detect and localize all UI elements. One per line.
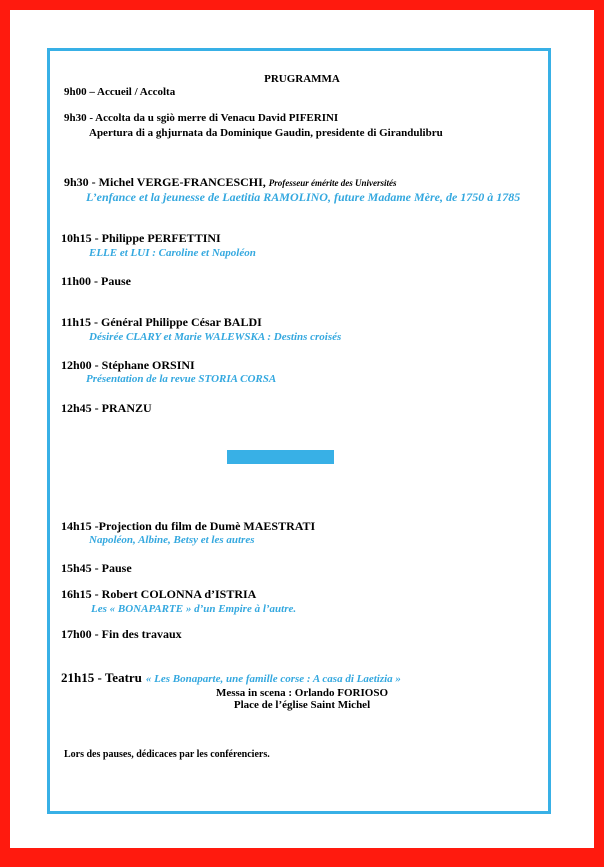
schedule-item-1115: 11h15 - Général Philippe César BALDI xyxy=(61,315,262,329)
talk-title-1015: ELLE et LUI : Caroline et Napoléon xyxy=(89,247,256,259)
theatre-title: « Les Bonaparte, une famille corse : A casa di Laetizia » xyxy=(145,673,401,685)
schedule-item-1015: 10h15 - Philippe PERFETTINI xyxy=(61,231,221,245)
talk-title-0930: L’enfance et la jeunesse de Laetitia RAMOLINO, future Madame Mère, de 1750 à 1785 xyxy=(86,190,521,204)
schedule-item-0900: 9h00 – Accueil / Accolta xyxy=(64,86,176,98)
talk-title-1615: Les « BONAPARTE » d’un Empire à l’autre. xyxy=(91,603,297,615)
schedule-item-0930-welcome-sub: Apertura di a ghjurnata da Dominique Gaudin, presidente di Girandulibru xyxy=(89,127,443,139)
schedule-item-1200: 12h00 - Stéphane ORSINI xyxy=(61,358,195,372)
footer-note: Lors des pauses, dédicaces par les conférenciers. xyxy=(64,749,270,760)
theatre-venue: Place de l’église Saint Michel xyxy=(233,699,371,711)
schedule-item-0930-welcome: 9h30 - Accolta da u sgiò merre di Venacu David PIFERINI xyxy=(64,112,339,124)
page-title: PRUGRAMMA xyxy=(264,73,340,85)
speaker-name: 9h30 - Michel VERGE-FRANCESCHI, xyxy=(64,175,266,189)
schedule-item-1100: 11h00 - Pause xyxy=(61,274,132,288)
schedule-item-1615: 16h15 - Robert COLONNA d’ISTRIA xyxy=(61,587,257,601)
schedule-item-1545: 15h45 - Pause xyxy=(61,561,132,575)
theatre-direction: Messa in scena : Orlando FORIOSO xyxy=(215,687,389,699)
schedule-item-2115 xyxy=(61,669,401,687)
speaker-role: Professeur émérite des Universités xyxy=(268,178,397,188)
schedule-item-1245: 12h45 - PRANZU xyxy=(61,401,152,415)
talk-title-1115: Désirée CLARY et Marie WALEWSKA : Destins croisés xyxy=(89,331,342,343)
talk-title-1200: Présentation de la revue STORIA CORSA xyxy=(86,373,277,385)
talk-title-1415: Napoléon, Albine, Betsy et les autres xyxy=(89,534,255,546)
theatre-time: 21h15 - Teatru xyxy=(61,670,142,685)
section-divider-bar xyxy=(227,450,334,464)
schedule-item-0930-talk xyxy=(64,175,397,190)
program-page xyxy=(10,10,594,848)
schedule-item-1700: 17h00 - Fin des travaux xyxy=(61,627,182,641)
schedule-item-1415: 14h15 -Projection du film de Dumè MAESTRATI xyxy=(61,519,316,533)
